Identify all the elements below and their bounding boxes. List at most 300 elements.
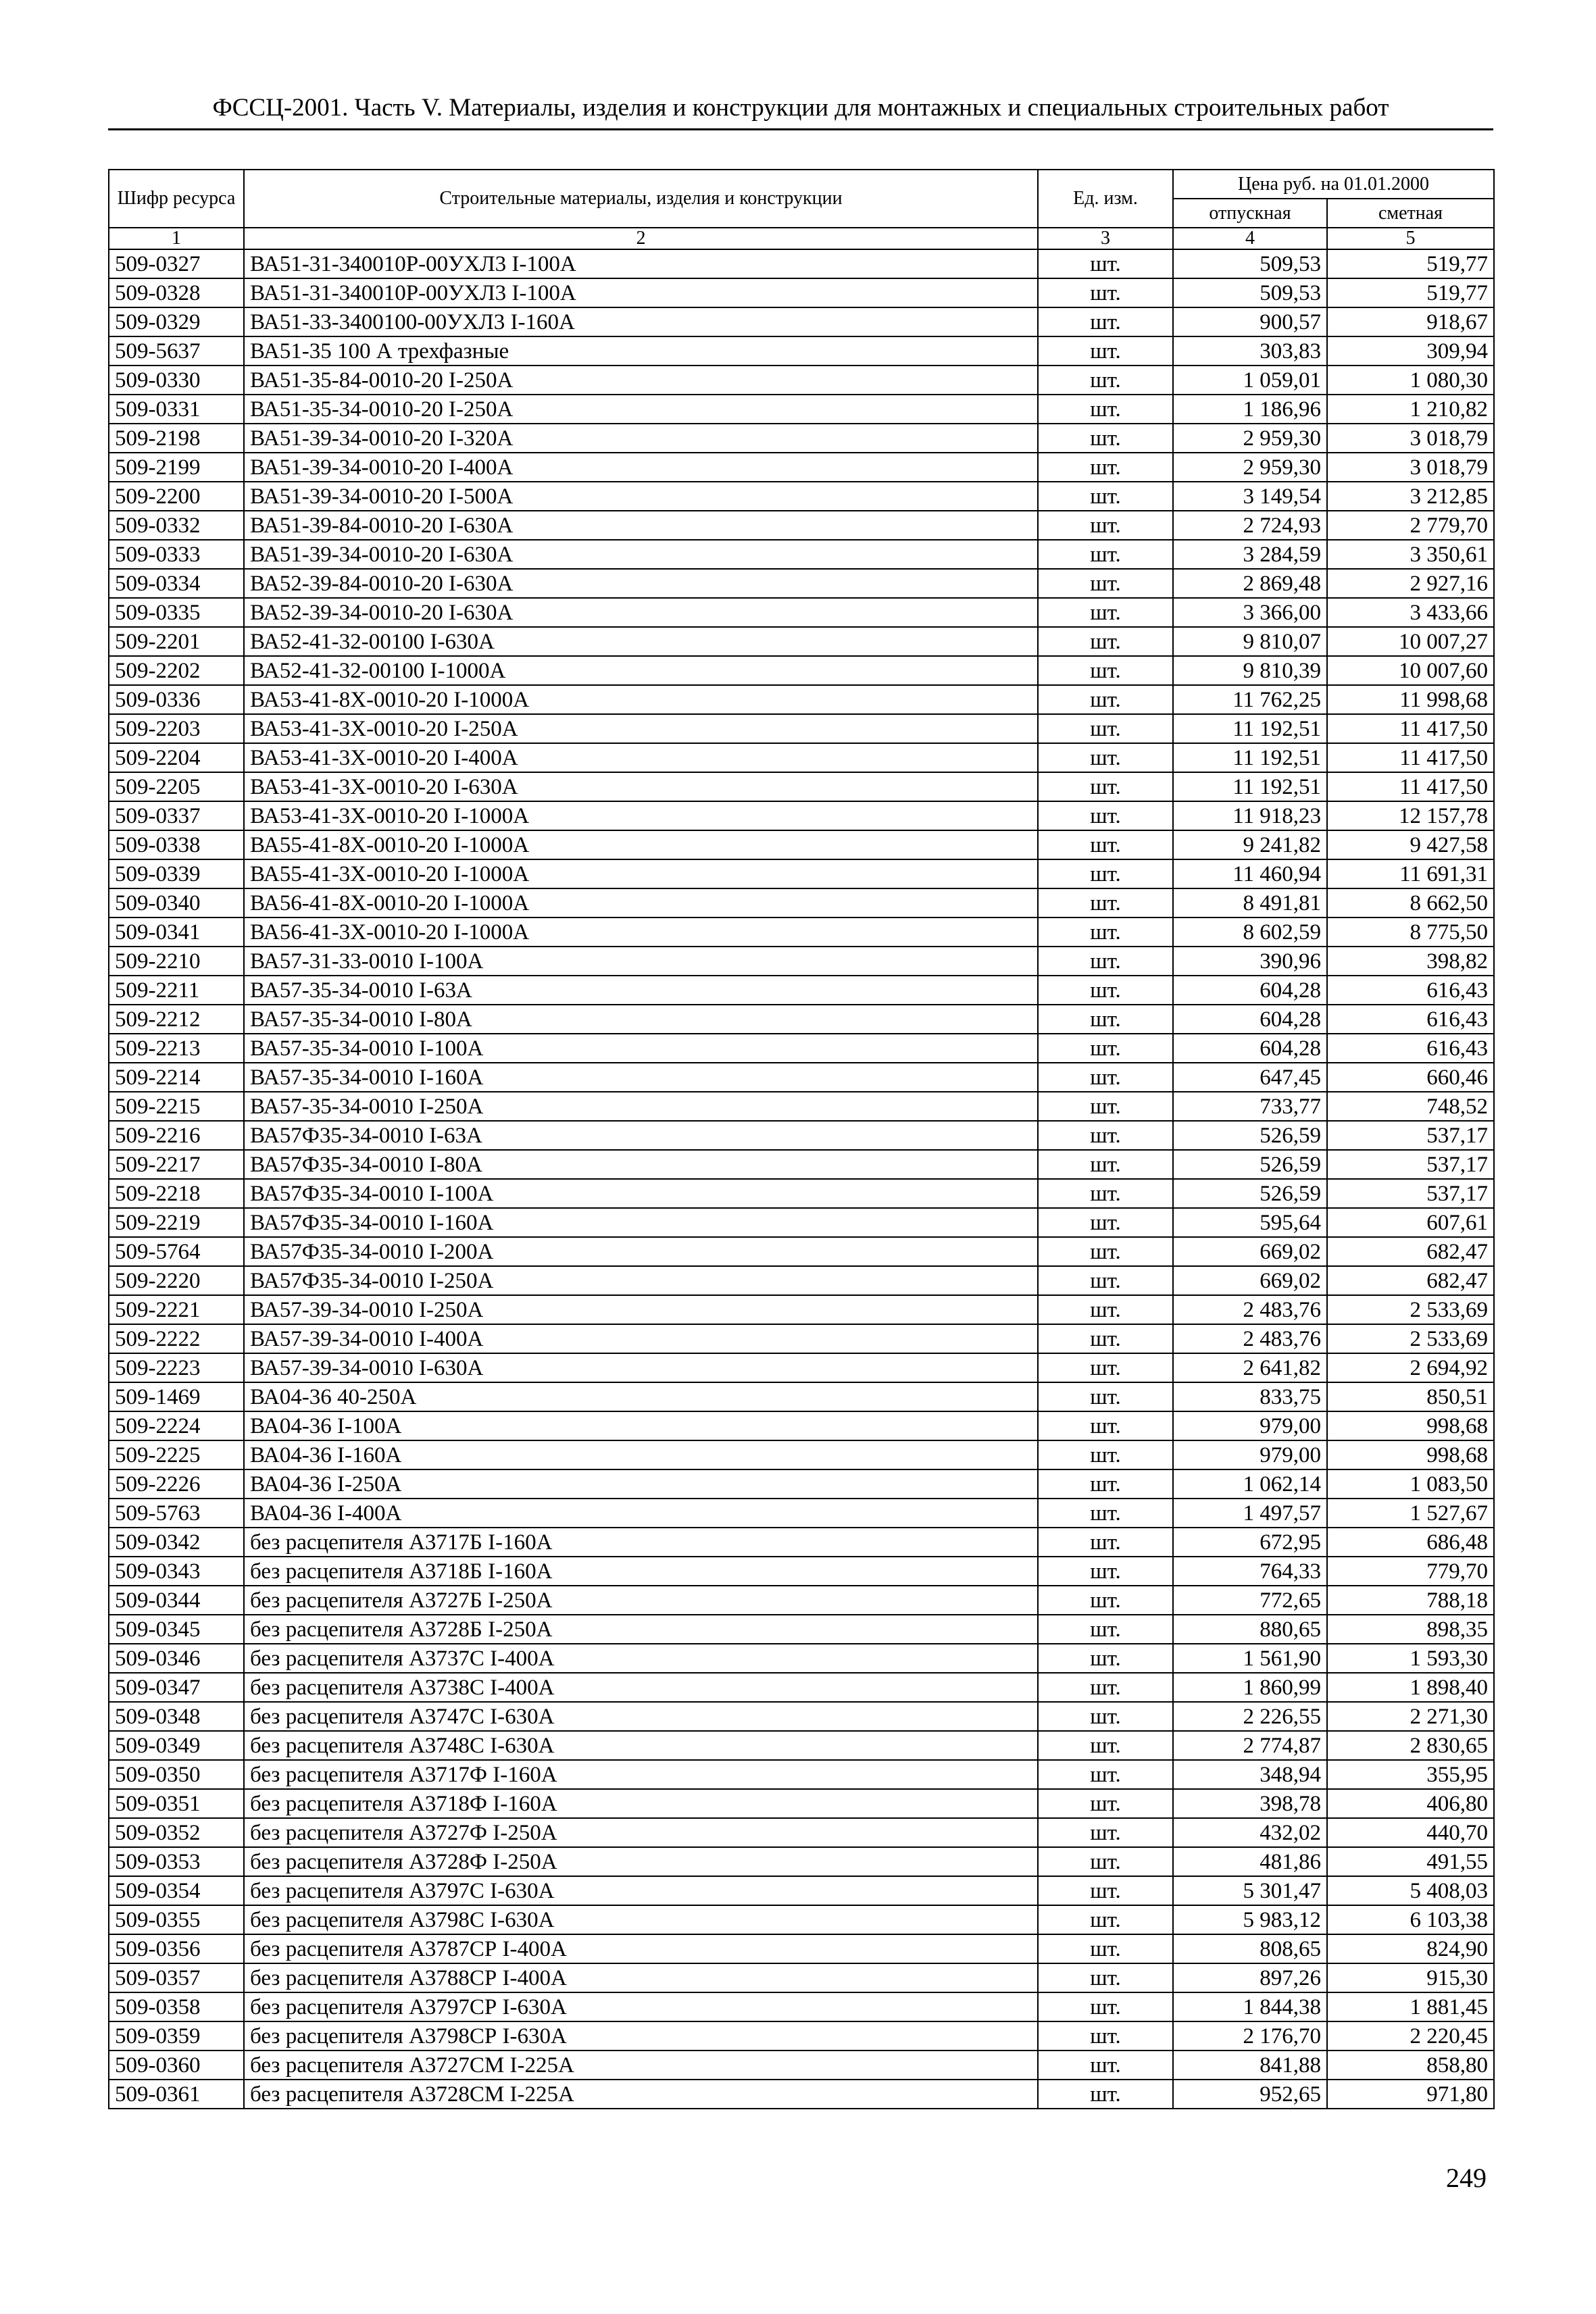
- estimate-price: 309,94: [1327, 336, 1494, 366]
- unit: шт.: [1038, 1847, 1173, 1876]
- resource-code: 509-0347: [109, 1673, 244, 1702]
- table-row: [109, 453, 1494, 482]
- resource-code: 509-0335: [109, 598, 244, 627]
- estimate-price: 607,61: [1327, 1208, 1494, 1237]
- estimate-price: 3 350,61: [1327, 540, 1494, 569]
- unit: шт.: [1038, 772, 1173, 801]
- unit: шт.: [1038, 859, 1173, 888]
- table-row: [109, 1121, 1494, 1150]
- release-price: 5 301,47: [1173, 1876, 1327, 1905]
- resource-code: 509-2216: [109, 1121, 244, 1150]
- material-name: ВА51-31-340010Р-00УХЛ3 I-100А: [244, 278, 1038, 307]
- release-price: 526,59: [1173, 1121, 1327, 1150]
- unit: шт.: [1038, 947, 1173, 976]
- table-row: [109, 1905, 1494, 1934]
- unit: шт.: [1038, 249, 1173, 278]
- table-row: [109, 714, 1494, 743]
- release-price: 526,59: [1173, 1179, 1327, 1208]
- resource-code: 509-2220: [109, 1266, 244, 1295]
- material-name: ВА57Ф35-34-0010 I-250А: [244, 1266, 1038, 1295]
- material-name: ВА57-31-33-0010 I-100А: [244, 947, 1038, 976]
- unit: шт.: [1038, 278, 1173, 307]
- resource-code: 509-0350: [109, 1760, 244, 1789]
- resource-code: 509-0353: [109, 1847, 244, 1876]
- table-row: [109, 1731, 1494, 1760]
- col-header-price: Цена руб. на 01.01.2000: [1173, 170, 1494, 199]
- resource-code: 509-2212: [109, 1005, 244, 1034]
- release-price: 808,65: [1173, 1934, 1327, 1963]
- table-row: [109, 2051, 1494, 2080]
- release-price: 1 561,90: [1173, 1644, 1327, 1673]
- table-row: [109, 976, 1494, 1005]
- release-price: 3 284,59: [1173, 540, 1327, 569]
- resource-code: 509-2211: [109, 976, 244, 1005]
- resource-code: 509-2225: [109, 1440, 244, 1469]
- unit: шт.: [1038, 569, 1173, 598]
- release-price: 3 366,00: [1173, 598, 1327, 627]
- estimate-price: 2 927,16: [1327, 569, 1494, 598]
- table-row: [109, 801, 1494, 830]
- table-row: [109, 278, 1494, 307]
- release-price: 595,64: [1173, 1208, 1327, 1237]
- resource-code: 509-0359: [109, 2021, 244, 2051]
- material-name: без расцепителя А3728Б I-250А: [244, 1615, 1038, 1644]
- resource-code: 509-0334: [109, 569, 244, 598]
- material-name: без расцепителя А3718Б I-160А: [244, 1557, 1038, 1586]
- material-name: без расцепителя А3797СР I-630А: [244, 1992, 1038, 2021]
- unit: шт.: [1038, 917, 1173, 947]
- material-name: ВА53-41-8Х-0010-20 I-1000А: [244, 685, 1038, 714]
- estimate-price: 1 593,30: [1327, 1644, 1494, 1673]
- material-name: без расцепителя А3738С I-400А: [244, 1673, 1038, 1702]
- estimate-price: 3 212,85: [1327, 482, 1494, 511]
- unit: шт.: [1038, 1905, 1173, 1934]
- estimate-price: 1 080,30: [1327, 366, 1494, 395]
- unit: шт.: [1038, 395, 1173, 424]
- table-row: [109, 1499, 1494, 1528]
- resource-code: 509-2213: [109, 1034, 244, 1063]
- resource-code: 509-0327: [109, 249, 244, 278]
- resource-code: 509-0341: [109, 917, 244, 947]
- page-header: ФССЦ-2001. Часть V. Материалы, изделия и конструкции для монтажных и специальных строительных работ: [212, 94, 1389, 122]
- estimate-price: 8 775,50: [1327, 917, 1494, 947]
- unit: шт.: [1038, 482, 1173, 511]
- table-row: [109, 1847, 1494, 1876]
- resource-code: 509-0346: [109, 1644, 244, 1673]
- column-number: 4: [1173, 228, 1327, 249]
- table-row: [109, 859, 1494, 888]
- table-row: [109, 1266, 1494, 1295]
- resource-code: 509-5763: [109, 1499, 244, 1528]
- material-name: ВА51-35-34-0010-20 I-250А: [244, 395, 1038, 424]
- unit: шт.: [1038, 1353, 1173, 1382]
- unit: шт.: [1038, 656, 1173, 685]
- table-row: [109, 1150, 1494, 1179]
- material-name: без расцепителя А3798СР I-630А: [244, 2021, 1038, 2051]
- material-name: ВА51-35 100 А трехфазные: [244, 336, 1038, 366]
- release-price: 1 497,57: [1173, 1499, 1327, 1528]
- table-row: [109, 917, 1494, 947]
- table-row: [109, 1673, 1494, 1702]
- unit: шт.: [1038, 830, 1173, 859]
- material-name: без расцепителя А3727Ф I-250А: [244, 1818, 1038, 1847]
- release-price: 2 774,87: [1173, 1731, 1327, 1760]
- material-name: ВА57Ф35-34-0010 I-160А: [244, 1208, 1038, 1237]
- resource-code: 509-5637: [109, 336, 244, 366]
- estimate-price: 537,17: [1327, 1150, 1494, 1179]
- resource-code: 509-0337: [109, 801, 244, 830]
- material-name: без расцепителя А3727СМ I-225А: [244, 2051, 1038, 2080]
- table-row: [109, 1934, 1494, 1963]
- estimate-price: 2 533,69: [1327, 1324, 1494, 1353]
- material-name: ВА57-39-34-0010 I-630А: [244, 1353, 1038, 1382]
- unit: шт.: [1038, 1760, 1173, 1789]
- table-row: [109, 2021, 1494, 2051]
- estimate-price: 918,67: [1327, 307, 1494, 336]
- table-row: [109, 1702, 1494, 1731]
- release-price: 509,53: [1173, 278, 1327, 307]
- resource-code: 509-0338: [109, 830, 244, 859]
- material-name: ВА57Ф35-34-0010 I-200А: [244, 1237, 1038, 1266]
- unit: шт.: [1038, 1876, 1173, 1905]
- resource-code: 509-2200: [109, 482, 244, 511]
- table-row: [109, 482, 1494, 511]
- resource-code: 509-2203: [109, 714, 244, 743]
- release-price: 1 186,96: [1173, 395, 1327, 424]
- release-price: 764,33: [1173, 1557, 1327, 1586]
- estimate-price: 1 881,45: [1327, 1992, 1494, 2021]
- material-name: ВА51-33-3400100-00УХЛ3 I-160А: [244, 307, 1038, 336]
- unit: шт.: [1038, 1150, 1173, 1179]
- unit: шт.: [1038, 336, 1173, 366]
- table-row: [109, 395, 1494, 424]
- unit: шт.: [1038, 2051, 1173, 2080]
- resource-code: 509-0357: [109, 1963, 244, 1992]
- material-name: без расцепителя А3728Ф I-250А: [244, 1847, 1038, 1876]
- table-row: [109, 1353, 1494, 1382]
- estimate-price: 2 779,70: [1327, 511, 1494, 540]
- table-body: [109, 249, 1494, 2109]
- unit: шт.: [1038, 1673, 1173, 1702]
- estimate-price: 11 691,31: [1327, 859, 1494, 888]
- table-row: [109, 336, 1494, 366]
- release-price: 348,94: [1173, 1760, 1327, 1789]
- resource-code: 509-0328: [109, 278, 244, 307]
- resource-code: 509-0343: [109, 1557, 244, 1586]
- material-name: ВА57-39-34-0010 I-400А: [244, 1324, 1038, 1353]
- material-name: ВА57-35-34-0010 I-80А: [244, 1005, 1038, 1034]
- release-price: 9 810,39: [1173, 656, 1327, 685]
- unit: шт.: [1038, 1382, 1173, 1411]
- column-number: 1: [109, 228, 244, 249]
- unit: шт.: [1038, 1063, 1173, 1092]
- material-name: ВА04-36 I-160А: [244, 1440, 1038, 1469]
- resource-code: 509-2198: [109, 424, 244, 453]
- estimate-price: 11 417,50: [1327, 714, 1494, 743]
- table-row: [109, 1034, 1494, 1063]
- estimate-price: 2 533,69: [1327, 1295, 1494, 1324]
- table-row: [109, 1063, 1494, 1092]
- resource-code: 509-2226: [109, 1469, 244, 1499]
- release-price: 11 192,51: [1173, 772, 1327, 801]
- release-price: 526,59: [1173, 1150, 1327, 1179]
- estimate-price: 616,43: [1327, 1034, 1494, 1063]
- material-name: ВА51-31-340010Р-00УХЛ3 I-100А: [244, 249, 1038, 278]
- material-name: без расцепителя А3717Б I-160А: [244, 1528, 1038, 1557]
- release-price: 2 869,48: [1173, 569, 1327, 598]
- table-row: [109, 1789, 1494, 1818]
- material-name: ВА04-36 I-250А: [244, 1469, 1038, 1499]
- release-price: 672,95: [1173, 1528, 1327, 1557]
- estimate-price: 11 417,50: [1327, 772, 1494, 801]
- material-name: ВА04-36 I-400А: [244, 1499, 1038, 1528]
- unit: шт.: [1038, 1266, 1173, 1295]
- estimate-price: 779,70: [1327, 1557, 1494, 1586]
- estimate-price: 824,90: [1327, 1934, 1494, 1963]
- resource-code: 509-2205: [109, 772, 244, 801]
- unit: шт.: [1038, 1295, 1173, 1324]
- estimate-price: 748,52: [1327, 1092, 1494, 1121]
- resource-code: 509-0340: [109, 888, 244, 917]
- estimate-price: 355,95: [1327, 1760, 1494, 1789]
- table-row: [109, 1876, 1494, 1905]
- column-number: 3: [1038, 228, 1173, 249]
- material-name: ВА57-35-34-0010 I-160А: [244, 1063, 1038, 1092]
- material-name: ВА57Ф35-34-0010 I-63А: [244, 1121, 1038, 1150]
- unit: шт.: [1038, 1324, 1173, 1353]
- resource-code: 509-2223: [109, 1353, 244, 1382]
- table-row: [109, 685, 1494, 714]
- material-name: без расцепителя А3788СР I-400А: [244, 1963, 1038, 1992]
- resource-code: 509-0332: [109, 511, 244, 540]
- table-row: [109, 569, 1494, 598]
- unit: шт.: [1038, 307, 1173, 336]
- unit: шт.: [1038, 1179, 1173, 1208]
- estimate-price: 10 007,27: [1327, 627, 1494, 656]
- table-row: [109, 627, 1494, 656]
- release-price: 2 959,30: [1173, 453, 1327, 482]
- resource-price-table: [108, 169, 1495, 2109]
- release-price: 1 860,99: [1173, 1673, 1327, 1702]
- release-price: 1 062,14: [1173, 1469, 1327, 1499]
- unit: шт.: [1038, 1615, 1173, 1644]
- material-name: ВА04-36 40-250А: [244, 1382, 1038, 1411]
- resource-code: 509-0355: [109, 1905, 244, 1934]
- release-price: 8 602,59: [1173, 917, 1327, 947]
- material-name: ВА51-39-34-0010-20 I-500А: [244, 482, 1038, 511]
- unit: шт.: [1038, 1034, 1173, 1063]
- resource-code: 509-0351: [109, 1789, 244, 1818]
- unit: шт.: [1038, 598, 1173, 627]
- resource-code: 509-2221: [109, 1295, 244, 1324]
- unit: шт.: [1038, 1528, 1173, 1557]
- estimate-price: 406,80: [1327, 1789, 1494, 1818]
- material-name: ВА52-41-32-00100 I-630А: [244, 627, 1038, 656]
- estimate-price: 8 662,50: [1327, 888, 1494, 917]
- material-name: без расцепителя А3727Б I-250А: [244, 1586, 1038, 1615]
- estimate-price: 858,80: [1327, 2051, 1494, 2080]
- unit: шт.: [1038, 685, 1173, 714]
- unit: шт.: [1038, 743, 1173, 772]
- estimate-price: 3 018,79: [1327, 453, 1494, 482]
- material-name: ВА57-35-34-0010 I-100А: [244, 1034, 1038, 1063]
- resource-code: 509-2222: [109, 1324, 244, 1353]
- release-price: 1 059,01: [1173, 366, 1327, 395]
- estimate-price: 686,48: [1327, 1528, 1494, 1557]
- estimate-price: 616,43: [1327, 976, 1494, 1005]
- resource-code: 509-5764: [109, 1237, 244, 1266]
- release-price: 390,96: [1173, 947, 1327, 976]
- estimate-price: 519,77: [1327, 278, 1494, 307]
- table-row: [109, 1092, 1494, 1121]
- unit: шт.: [1038, 1934, 1173, 1963]
- unit: шт.: [1038, 976, 1173, 1005]
- resource-code: 509-0342: [109, 1528, 244, 1557]
- release-price: 2 959,30: [1173, 424, 1327, 453]
- resource-code: 509-0330: [109, 366, 244, 395]
- material-name: ВА51-39-34-0010-20 I-630А: [244, 540, 1038, 569]
- release-price: 11 918,23: [1173, 801, 1327, 830]
- unit: шт.: [1038, 714, 1173, 743]
- col-header-price-release: отпускная: [1173, 199, 1327, 228]
- material-name: без расцепителя А3797С I-630А: [244, 1876, 1038, 1905]
- estimate-price: 2 694,92: [1327, 1353, 1494, 1382]
- table-row: [109, 366, 1494, 395]
- resource-code: 509-2217: [109, 1150, 244, 1179]
- estimate-price: 850,51: [1327, 1382, 1494, 1411]
- unit: шт.: [1038, 1237, 1173, 1266]
- estimate-price: 682,47: [1327, 1266, 1494, 1295]
- material-name: ВА53-41-3Х-0010-20 I-1000А: [244, 801, 1038, 830]
- release-price: 772,65: [1173, 1586, 1327, 1615]
- release-price: 669,02: [1173, 1266, 1327, 1295]
- material-name: ВА53-41-3Х-0010-20 I-400А: [244, 743, 1038, 772]
- material-name: ВА04-36 I-100А: [244, 1411, 1038, 1440]
- unit: шт.: [1038, 1644, 1173, 1673]
- unit: шт.: [1038, 1469, 1173, 1499]
- table-row: [109, 1237, 1494, 1266]
- material-name: без расцепителя А3747С I-630А: [244, 1702, 1038, 1731]
- material-name: ВА51-39-34-0010-20 I-400А: [244, 453, 1038, 482]
- estimate-price: 398,82: [1327, 947, 1494, 976]
- material-name: ВА57-35-34-0010 I-250А: [244, 1092, 1038, 1121]
- resource-code: 509-0336: [109, 685, 244, 714]
- resource-code: 509-0345: [109, 1615, 244, 1644]
- release-price: 952,65: [1173, 2080, 1327, 2109]
- unit: шт.: [1038, 1818, 1173, 1847]
- release-price: 841,88: [1173, 2051, 1327, 2080]
- unit: шт.: [1038, 424, 1173, 453]
- estimate-price: 6 103,38: [1327, 1905, 1494, 1934]
- table-row: [109, 830, 1494, 859]
- material-name: без расцепителя А3737С I-400А: [244, 1644, 1038, 1673]
- estimate-price: 2 271,30: [1327, 1702, 1494, 1731]
- release-price: 604,28: [1173, 1005, 1327, 1034]
- release-price: 8 491,81: [1173, 888, 1327, 917]
- unit: шт.: [1038, 540, 1173, 569]
- table-row: [109, 1528, 1494, 1557]
- unit: шт.: [1038, 1557, 1173, 1586]
- release-price: 2 641,82: [1173, 1353, 1327, 1382]
- table-row: [109, 1382, 1494, 1411]
- col-header-price-estimate: сметная: [1327, 199, 1494, 228]
- release-price: 2 226,55: [1173, 1702, 1327, 1731]
- resource-code: 509-2201: [109, 627, 244, 656]
- material-name: ВА52-39-34-0010-20 I-630А: [244, 598, 1038, 627]
- release-price: 11 192,51: [1173, 714, 1327, 743]
- material-name: ВА53-41-3Х-0010-20 I-630А: [244, 772, 1038, 801]
- resource-code: 509-2224: [109, 1411, 244, 1440]
- table-row: [109, 1179, 1494, 1208]
- table-row: [109, 656, 1494, 685]
- table-row: [109, 1411, 1494, 1440]
- col-header-unit: Ед. изм.: [1038, 170, 1173, 228]
- resource-code: 509-2204: [109, 743, 244, 772]
- table-row: [109, 1760, 1494, 1789]
- unit: шт.: [1038, 801, 1173, 830]
- resource-code: 509-2218: [109, 1179, 244, 1208]
- material-name: ВА57-35-34-0010 I-63А: [244, 976, 1038, 1005]
- material-name: без расцепителя А3728СМ I-225А: [244, 2080, 1038, 2109]
- material-name: ВА53-41-3Х-0010-20 I-250А: [244, 714, 1038, 743]
- estimate-price: 1 083,50: [1327, 1469, 1494, 1499]
- unit: шт.: [1038, 453, 1173, 482]
- estimate-price: 616,43: [1327, 1005, 1494, 1034]
- header-rule: [108, 128, 1493, 130]
- estimate-price: 519,77: [1327, 249, 1494, 278]
- release-price: 5 983,12: [1173, 1905, 1327, 1934]
- resource-code: 509-1469: [109, 1382, 244, 1411]
- material-name: без расцепителя А3798С I-630А: [244, 1905, 1038, 1934]
- estimate-price: 682,47: [1327, 1237, 1494, 1266]
- unit: шт.: [1038, 1963, 1173, 1992]
- unit: шт.: [1038, 2021, 1173, 2051]
- release-price: 398,78: [1173, 1789, 1327, 1818]
- table-row: [109, 1324, 1494, 1353]
- estimate-price: 491,55: [1327, 1847, 1494, 1876]
- table-row: [109, 1295, 1494, 1324]
- table-row: [109, 1208, 1494, 1237]
- resource-code: 509-0339: [109, 859, 244, 888]
- table-row: [109, 1469, 1494, 1499]
- estimate-price: 11 417,50: [1327, 743, 1494, 772]
- resource-code: 509-0361: [109, 2080, 244, 2109]
- release-price: 509,53: [1173, 249, 1327, 278]
- resource-code: 509-2214: [109, 1063, 244, 1092]
- material-name: без расцепителя А3717Ф I-160А: [244, 1760, 1038, 1789]
- unit: шт.: [1038, 888, 1173, 917]
- unit: шт.: [1038, 1092, 1173, 1121]
- material-name: без расцепителя А3787СР I-400А: [244, 1934, 1038, 1963]
- estimate-price: 1 898,40: [1327, 1673, 1494, 1702]
- material-name: ВА52-39-84-0010-20 I-630А: [244, 569, 1038, 598]
- unit: шт.: [1038, 627, 1173, 656]
- estimate-price: 915,30: [1327, 1963, 1494, 1992]
- resource-code: 509-0352: [109, 1818, 244, 1847]
- table-row: [109, 888, 1494, 917]
- unit: шт.: [1038, 1789, 1173, 1818]
- resource-code: 509-0356: [109, 1934, 244, 1963]
- estimate-price: 898,35: [1327, 1615, 1494, 1644]
- estimate-price: 1 210,82: [1327, 395, 1494, 424]
- unit: шт.: [1038, 1005, 1173, 1034]
- estimate-price: 998,68: [1327, 1411, 1494, 1440]
- material-name: ВА55-41-8Х-0010-20 I-1000А: [244, 830, 1038, 859]
- release-price: 2 483,76: [1173, 1324, 1327, 1353]
- resource-code: 509-2210: [109, 947, 244, 976]
- material-name: ВА51-39-84-0010-20 I-630А: [244, 511, 1038, 540]
- material-name: ВА57Ф35-34-0010 I-100А: [244, 1179, 1038, 1208]
